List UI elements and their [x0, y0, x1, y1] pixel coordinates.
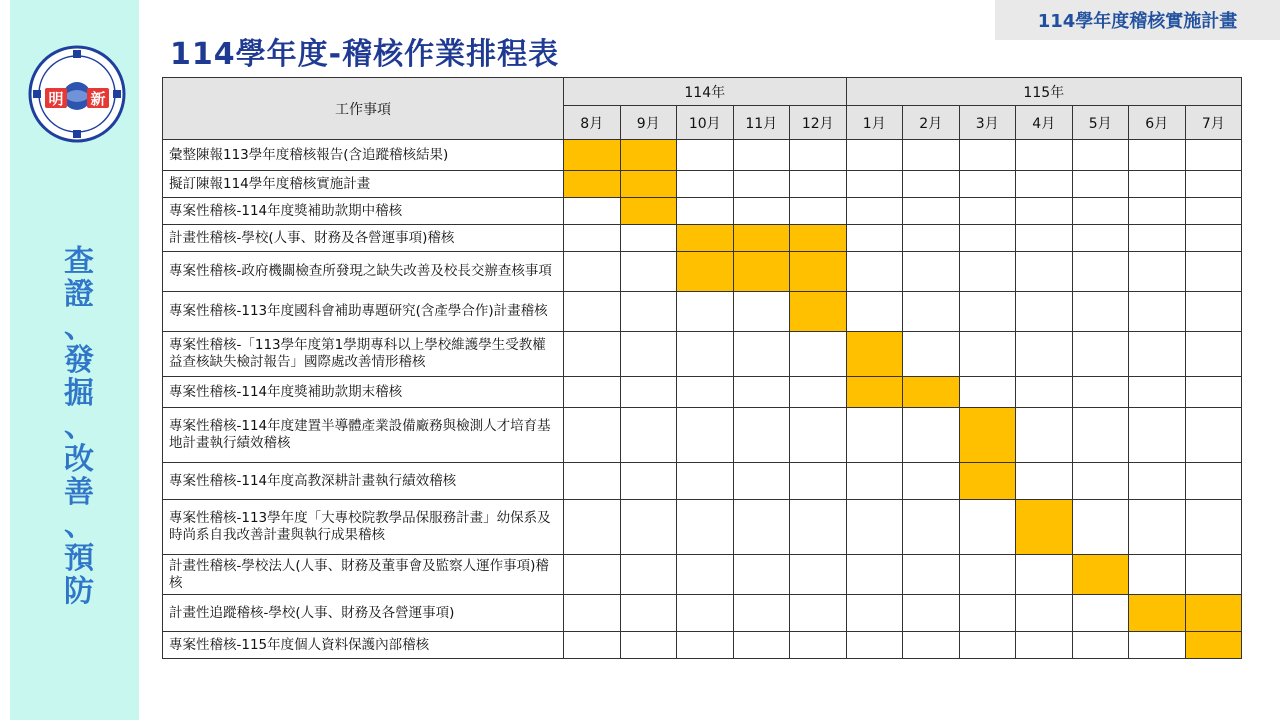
sidebar-title-char: 、 [64, 409, 94, 444]
table-row [163, 377, 1242, 408]
schedule-cell [903, 252, 960, 292]
schedule-cell [903, 292, 960, 332]
task-cell: 專案性稽核-113年度國科會補助專題研究(含產學合作)計畫稽核 [163, 292, 564, 332]
schedule-cell [564, 595, 621, 632]
task-cell: 計畫性稽核-學校(人事、財務及各營運事項)稽核 [163, 225, 564, 252]
schedule-cell [677, 555, 734, 595]
schedule-cell [1072, 595, 1129, 632]
schedule-cell [903, 500, 960, 555]
task-cell: 專案性稽核-114年度獎補助款期末稽核 [163, 377, 564, 408]
sidebar-title-char: 防 [64, 574, 94, 609]
schedule-cell [620, 408, 677, 463]
schedule-cell [1072, 408, 1129, 463]
schedule-cell [959, 500, 1016, 555]
table-row [163, 500, 1242, 555]
schedule-cell [903, 555, 960, 595]
task-cell: 計畫性稽核-學校法人(人事、財務及董事會及監察人運作事項)稽核 [163, 555, 564, 595]
schedule-cell [733, 463, 790, 500]
schedule-cell [677, 292, 734, 332]
schedule-cell [903, 171, 960, 198]
month-header: 12月 [790, 106, 847, 140]
schedule-cell [1185, 555, 1242, 595]
schedule-cell [1129, 225, 1186, 252]
month-header: 7月 [1185, 106, 1242, 140]
task-cell: 專案性稽核-114年度高教深耕計畫執行績效稽核 [163, 463, 564, 500]
schedule-cell [959, 225, 1016, 252]
year-header: 115年 [846, 78, 1242, 106]
university-logo [27, 44, 127, 144]
schedule-cell [564, 332, 621, 377]
task-cell: 彙整陳報113學年度稽核報告(含追蹤稽核結果) [163, 140, 564, 171]
table-row [163, 171, 1242, 198]
header-tag: 114學年度稽核實施計畫 [995, 0, 1280, 40]
schedule-cell [959, 555, 1016, 595]
year-header: 114年 [564, 78, 847, 106]
schedule-cell [1072, 463, 1129, 500]
sidebar-title-char: 查 [64, 244, 94, 279]
task-cell: 專案性稽核-115年度個人資料保護內部稽核 [163, 632, 564, 659]
logo-right-char: 新 [90, 90, 106, 108]
schedule-cell [733, 595, 790, 632]
schedule-cell [1072, 377, 1129, 408]
schedule-cell [903, 463, 960, 500]
schedule-cell-active [620, 171, 677, 198]
schedule-cell [846, 463, 903, 500]
schedule-cell-active [903, 377, 960, 408]
schedule-cell [620, 292, 677, 332]
schedule-cell [903, 408, 960, 463]
task-cell: 專案性稽核-113學年度「大專校院教學品保服務計畫」幼保系及時尚系自我改善計畫與執行成果稽核 [163, 500, 564, 555]
schedule-cell [903, 595, 960, 632]
schedule-cell [564, 408, 621, 463]
schedule-cell [1129, 171, 1186, 198]
schedule-cell [903, 225, 960, 252]
table-row [163, 595, 1242, 632]
schedule-cell [1129, 252, 1186, 292]
schedule-cell [733, 408, 790, 463]
schedule-cell [677, 377, 734, 408]
schedule-cell [1072, 198, 1129, 225]
month-header: 10月 [677, 106, 734, 140]
schedule-cell [1072, 252, 1129, 292]
schedule-cell [677, 500, 734, 555]
schedule-cell-active [564, 140, 621, 171]
schedule-cell [959, 595, 1016, 632]
schedule-cell [1016, 555, 1073, 595]
task-cell: 專案性稽核-114年度建置半導體產業設備廠務與檢測人才培育基地計畫執行績效稽核 [163, 408, 564, 463]
schedule-cell [677, 140, 734, 171]
schedule-cell [1129, 377, 1186, 408]
schedule-cell-active [846, 377, 903, 408]
logo-left-char: 明 [48, 90, 64, 108]
schedule-cell [1016, 632, 1073, 659]
schedule-cell [1185, 377, 1242, 408]
month-header: 3月 [959, 106, 1016, 140]
schedule-cell [1185, 198, 1242, 225]
schedule-cell [1016, 595, 1073, 632]
schedule-cell [733, 198, 790, 225]
schedule-cell [959, 632, 1016, 659]
schedule-cell [1072, 171, 1129, 198]
schedule-cell-active [1185, 595, 1242, 632]
schedule-cell [1016, 171, 1073, 198]
schedule-cell [846, 595, 903, 632]
schedule-cell [677, 408, 734, 463]
schedule-cell-active [733, 225, 790, 252]
sidebar-title-char: 、 [64, 310, 94, 345]
schedule-cell [620, 555, 677, 595]
schedule-cell [564, 292, 621, 332]
schedule-cell [1185, 292, 1242, 332]
schedule-cell [959, 171, 1016, 198]
schedule-cell [846, 555, 903, 595]
task-cell: 計畫性追蹤稽核-學校(人事、財務及各營運事項) [163, 595, 564, 632]
schedule-cell [846, 140, 903, 171]
schedule-cell [733, 632, 790, 659]
schedule-cell [1016, 463, 1073, 500]
schedule-cell [564, 555, 621, 595]
schedule-cell [1185, 408, 1242, 463]
schedule-cell [564, 225, 621, 252]
schedule-table [162, 77, 1242, 659]
schedule-cell [620, 225, 677, 252]
schedule-cell [1016, 332, 1073, 377]
schedule-cell [564, 252, 621, 292]
schedule-cell [1185, 252, 1242, 292]
schedule-cell [1185, 463, 1242, 500]
schedule-cell [620, 377, 677, 408]
schedule-cell-active [790, 292, 847, 332]
schedule-cell [903, 198, 960, 225]
schedule-cell-active [733, 252, 790, 292]
schedule-cell [1016, 292, 1073, 332]
schedule-cell [1072, 500, 1129, 555]
table-row [163, 252, 1242, 292]
schedule-cell [733, 292, 790, 332]
schedule-cell [620, 500, 677, 555]
task-cell: 專案性稽核-政府機關檢查所發現之缺失改善及校長交辦查核事項 [163, 252, 564, 292]
sidebar-vertical-title [52, 245, 106, 608]
schedule-cell [677, 332, 734, 377]
table-row [163, 463, 1242, 500]
month-header: 8月 [564, 106, 621, 140]
schedule-cell-active [677, 225, 734, 252]
schedule-cell-active [959, 408, 1016, 463]
schedule-cell [790, 555, 847, 595]
table-row [163, 555, 1242, 595]
schedule-cell [1129, 332, 1186, 377]
schedule-cell [1185, 500, 1242, 555]
schedule-cell [903, 632, 960, 659]
schedule-cell [1016, 377, 1073, 408]
schedule-cell-active [1129, 595, 1186, 632]
month-header: 11月 [733, 106, 790, 140]
schedule-cell [733, 140, 790, 171]
month-header: 9月 [620, 106, 677, 140]
schedule-cell [564, 377, 621, 408]
schedule-cell [846, 408, 903, 463]
schedule-cell [1129, 198, 1186, 225]
schedule-cell-active [790, 252, 847, 292]
table-row [163, 408, 1242, 463]
schedule-cell [1072, 140, 1129, 171]
schedule-cell [1016, 408, 1073, 463]
schedule-cell [790, 632, 847, 659]
sidebar-title-char: 改 [64, 442, 94, 477]
schedule-cell [733, 377, 790, 408]
schedule-cell [790, 463, 847, 500]
schedule-cell-active [564, 171, 621, 198]
schedule-cell-active [959, 463, 1016, 500]
table-row [163, 140, 1242, 171]
schedule-cell [959, 292, 1016, 332]
schedule-cell [790, 377, 847, 408]
schedule-cell [959, 198, 1016, 225]
schedule-cell [790, 171, 847, 198]
schedule-cell [1129, 500, 1186, 555]
month-header: 5月 [1072, 106, 1129, 140]
month-header: 6月 [1129, 106, 1186, 140]
schedule-cell [564, 500, 621, 555]
schedule-cell [846, 252, 903, 292]
schedule-cell [790, 198, 847, 225]
schedule-cell [790, 408, 847, 463]
schedule-cell-active [1185, 632, 1242, 659]
schedule-cell-active [846, 332, 903, 377]
schedule-cell [677, 595, 734, 632]
schedule-cell [790, 500, 847, 555]
schedule-cell [620, 252, 677, 292]
sidebar-title-char: 發 [64, 343, 94, 378]
schedule-cell [1129, 463, 1186, 500]
schedule-cell [564, 463, 621, 500]
table-row [163, 198, 1242, 225]
schedule-cell-active [1016, 500, 1073, 555]
month-header: 4月 [1016, 106, 1073, 140]
schedule-cell [1016, 198, 1073, 225]
schedule-cell [959, 252, 1016, 292]
schedule-cell [1072, 332, 1129, 377]
task-cell: 專案性稽核-「113學年度第1學期專科以上學校維護學生受教權益查核缺失檢討報告」國際處改善情形稽核 [163, 332, 564, 377]
schedule-cell [959, 332, 1016, 377]
sidebar-title-char: 預 [64, 541, 94, 576]
schedule-cell-active [620, 198, 677, 225]
schedule-cell [1016, 140, 1073, 171]
schedule-cell [846, 632, 903, 659]
schedule-cell [846, 171, 903, 198]
schedule-cell [1129, 408, 1186, 463]
month-header: 2月 [903, 106, 960, 140]
schedule-cell [1129, 632, 1186, 659]
task-cell: 擬訂陳報114學年度稽核實施計畫 [163, 171, 564, 198]
schedule-cell [1185, 140, 1242, 171]
table-row [163, 332, 1242, 377]
schedule-cell-active [790, 225, 847, 252]
schedule-cell [846, 292, 903, 332]
schedule-cell [677, 463, 734, 500]
schedule-cell [1185, 225, 1242, 252]
month-header: 1月 [846, 106, 903, 140]
schedule-cell [790, 595, 847, 632]
schedule-cell [846, 225, 903, 252]
schedule-cell [903, 140, 960, 171]
schedule-cell [846, 500, 903, 555]
schedule-cell [959, 140, 1016, 171]
schedule-cell [733, 171, 790, 198]
schedule-cell [1072, 632, 1129, 659]
schedule-cell [1016, 252, 1073, 292]
table-row [163, 225, 1242, 252]
schedule-cell [620, 632, 677, 659]
schedule-cell [733, 555, 790, 595]
schedule-cell-active [620, 140, 677, 171]
page-title: 114學年度-稽核作業排程表 [170, 37, 560, 72]
schedule-cell [1016, 225, 1073, 252]
schedule-cell [620, 463, 677, 500]
schedule-cell [564, 632, 621, 659]
sidebar-title-char: 善 [64, 475, 94, 510]
schedule-cell [564, 198, 621, 225]
schedule-cell-active [677, 252, 734, 292]
schedule-cell [1129, 292, 1186, 332]
schedule-cell [846, 198, 903, 225]
table-row [163, 632, 1242, 659]
schedule-cell [677, 171, 734, 198]
sidebar-title-char: 掘 [64, 376, 94, 411]
schedule-cell [1072, 225, 1129, 252]
schedule-cell [677, 198, 734, 225]
schedule-cell [620, 332, 677, 377]
sidebar-title-char: 證 [64, 277, 94, 312]
schedule-cell-active [1072, 555, 1129, 595]
schedule-cell [1185, 171, 1242, 198]
task-cell: 專案性稽核-114年度獎補助款期中稽核 [163, 198, 564, 225]
schedule-cell [733, 332, 790, 377]
table-row [163, 292, 1242, 332]
schedule-cell [959, 377, 1016, 408]
schedule-cell [677, 632, 734, 659]
schedule-cell [1129, 140, 1186, 171]
schedule-cell [1129, 555, 1186, 595]
schedule-cell [790, 332, 847, 377]
task-header: 工作事項 [163, 78, 564, 140]
schedule-cell [903, 332, 960, 377]
schedule-cell [1072, 292, 1129, 332]
schedule-cell [733, 500, 790, 555]
sidebar-title-char: 、 [64, 508, 94, 543]
schedule-cell [790, 140, 847, 171]
schedule-cell [620, 595, 677, 632]
schedule-cell [1185, 332, 1242, 377]
